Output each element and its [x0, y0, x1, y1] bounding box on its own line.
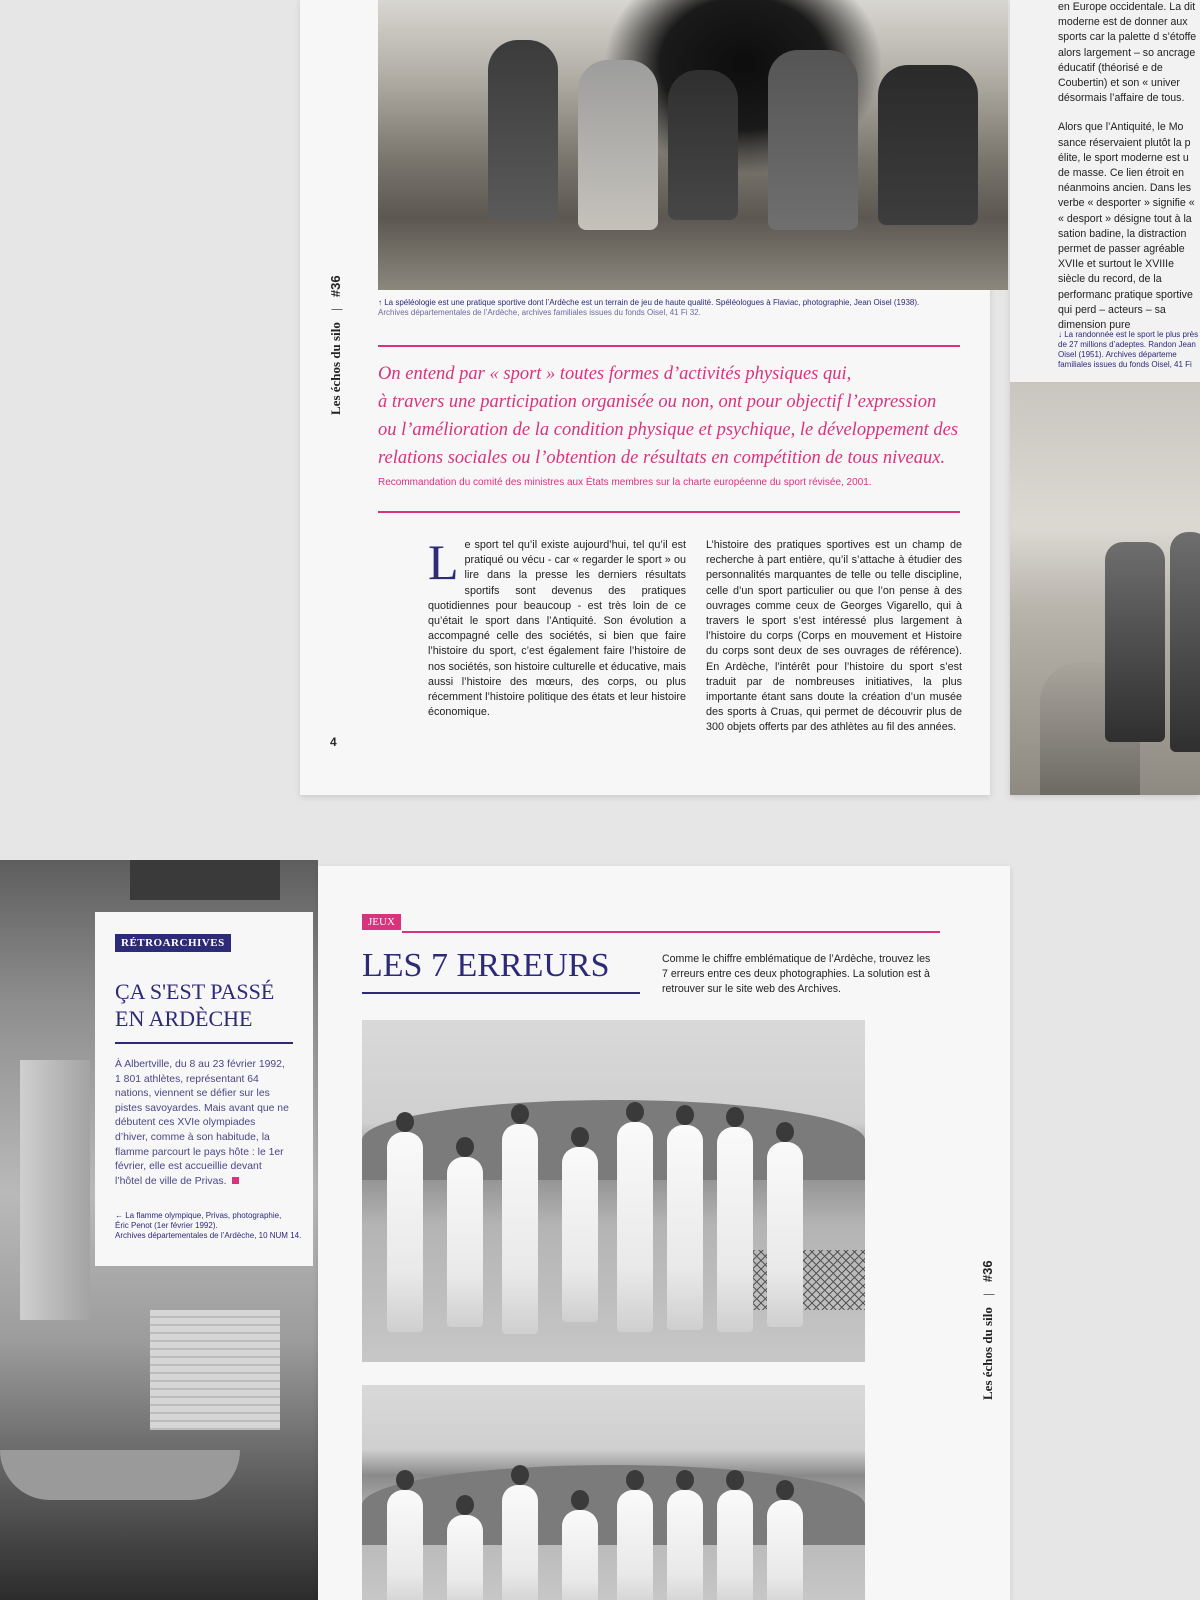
retro-body-text: À Albertville, du 8 au 23 février 1992, 1 801 athlètes, représentant 64 nations, viennent se défier sur les pistes savoyardes. Mais avant que ne débutent ces XVIe olympiades d’hiver, comme à son habitude, la flamme parcourt le pays hôte : le 1er février, elle est accueillie devant l’hôtel de ville de Privas.: [115, 1059, 289, 1187]
player-6: [667, 1125, 703, 1330]
caving-photo: [378, 0, 1008, 290]
right-col-top: en Europe occidentale. La dit moderne est de donner aux sports car la palette d s’étoffe alors largement – so ancrage éducatif (théorisé e de Coubertin) et son « univer désormais l’affaire de tous.: [1058, 1, 1197, 105]
caving-caption: [378, 298, 978, 318]
quote-rule-top: [378, 345, 960, 347]
jeux-intro: Comme le chiffre emblématique de l’Ardèche, trouvez les 7 erreurs entre ces deux photographies. La solution est à retrouver sur le site web des Archives.: [662, 953, 931, 995]
pull-quote: [378, 360, 978, 472]
retro-title: [115, 978, 274, 1032]
issue-number: #36: [328, 275, 343, 298]
body-column-2: [706, 538, 962, 736]
tennis-net: [742, 1250, 865, 1310]
body-column-1-text: e sport tel qu’il existe aujourd’hui, tel qu’il est pratiqué ou vécu - car « regarder le sport » ou lire dans la presse les derniers résultats sportifs sont devenus des pratiques quotidiennes pour beaucoup - est très loin de ce qu’était le sport dans l’Antiquité. Son évolution a accompagné celle des sociétés, si bien que faire l’histoire du sport, c’est également faire l’histoire de nos sociétés, son histoire culturelle et éducative, mais aussi l’histoire des mœurs, des corps, ou plus récemment l’histoire politique des états et leur histoire économique.: [428, 539, 686, 719]
player-5: [617, 1122, 653, 1332]
jeux-title: LES 7 ERREURS: [362, 947, 610, 984]
running-head-title: Les échos du silo: [328, 322, 343, 415]
retro-title-line-2: EN ARDÈCHE: [115, 1006, 253, 1031]
page-number: 4: [330, 735, 337, 749]
quote-source: Recommandation du comité des ministres aux États membres sur la charte européenne du sport révisée, 2001.: [378, 477, 872, 488]
drop-cap: L: [428, 534, 459, 590]
jeux-tag: [362, 914, 401, 930]
caver-4: [768, 50, 858, 230]
retro-title-line-1: ÇA S'EST PASSÉ: [115, 979, 275, 1004]
hiking-photo: [1010, 382, 1200, 795]
caver-3: [668, 70, 738, 220]
quote-line-4: relations sociales ou l’obtention de résultats en compétition de tous niveaux.: [378, 448, 946, 468]
player-8: [767, 1142, 803, 1327]
jeux-tag-label: JEUX: [368, 916, 395, 928]
retro-caption-line-2: Éric Penot (1er février 1992).: [115, 1221, 218, 1230]
retro-caption: [115, 1211, 305, 1241]
player-2-2: [447, 1515, 483, 1600]
caving-caption-text: ↑ La spéléologie est une pratique sportive dont l’Ardèche est un terrain de jeu de haute qualité. Spéléologues à Flaviac, photographie, Jean Oisel (1938).: [378, 298, 920, 307]
right-col-mid: Alors que l’Antiquité, le Mo sance réservaient plutôt la p élite, le sport moderne est u de masse. Ce lien étroit en néanmoins ancien. Dans les verbe « desporter » signifie « « desport » désigne tout à la sation badine, la distraction permet de passer agréable XVIIe et surtout le XVIIIe siècle du record, de la performanc pratique sportive qui perd – acteurs – sa dimension pure: [1058, 121, 1195, 332]
running-head-top: [328, 275, 344, 415]
retro-tag: [115, 934, 231, 952]
caver-5: [878, 65, 978, 225]
player-2-6: [667, 1490, 703, 1600]
caver-2: [578, 60, 658, 230]
player-2-4: [562, 1510, 598, 1600]
player-2-7: [717, 1490, 753, 1600]
tennis-photo-2: [362, 1385, 865, 1600]
building-window-top: [130, 860, 280, 900]
running-head-divider-2: |: [980, 1293, 995, 1296]
quote-line-3: ou l’amélioration de la condition physique et psychique, le développement des: [378, 420, 959, 440]
building-column: [20, 1060, 90, 1320]
quote-line-2: à travers une participation organisée ou non, ont pour objectif l’expression: [378, 392, 937, 412]
tennis-photo-1: [362, 1020, 865, 1362]
building-shutter: [150, 1310, 280, 1430]
player-2-1: [387, 1490, 423, 1600]
hiker-1: [1105, 542, 1165, 742]
running-head-title-2: Les échos du silo: [980, 1307, 995, 1400]
player-1: [387, 1132, 423, 1332]
retro-title-rule: [115, 1042, 293, 1044]
player-7: [717, 1127, 753, 1332]
player-2-3: [502, 1485, 538, 1600]
quote-line-1: On entend par « sport » toutes formes d’activités physiques qui,: [378, 364, 852, 384]
player-2-8: [767, 1500, 803, 1600]
hiker-2: [1170, 532, 1200, 752]
body-column-1: [428, 534, 686, 720]
running-head-bottom: [980, 1260, 996, 1400]
running-head-divider: |: [328, 308, 343, 311]
retro-caption-line-3: Archives départementales de l’Ardèche, 10 NUM 14.: [115, 1231, 302, 1240]
body-column-2-text: L’histoire des pratiques sportives est un champ de recherche à part entière, qu’il s’attache à étudier des personnalités marquantes de telle ou telle discipline, celle d’un sport particulier ou que l’on pense à des ouvrages comme ceux de Georges Vigarello, qui à travers le sport s’est intéressé plus largement à l’histoire du corps (Corps en mouvement et Histoire du corps sont deux de ses ouvrages de référence). En Ardèche, l’intérêt pour l’histoire du sport s’est traduit par de nombreuses initiatives, la plus importante étant sans doute la création d’un musée des sports à Cruas, qui permet de découvrir plus de 300 objets offerts par des athlètes au fil des années.: [706, 539, 962, 734]
jeux-tag-rule: [402, 931, 940, 933]
issue-number-2: #36: [980, 1260, 995, 1283]
jeux-title-rule: [362, 992, 640, 994]
end-mark-icon: [232, 1177, 239, 1184]
retro-tag-label: RÉTROARCHIVES: [121, 937, 225, 949]
player-3: [502, 1124, 538, 1334]
caver-1: [488, 40, 558, 220]
quote-rule-bottom: [378, 511, 960, 513]
right-page-column: [1058, 0, 1200, 340]
player-2-5: [617, 1490, 653, 1600]
hiking-caption: ↓ La randonnée est le sport le plus près de 27 millions d’adeptes. Randon Jean Oisel (1951). Archives départeme familiales issues du fonds Oisel, 41 Fi: [1058, 330, 1199, 369]
fountain-basin: [0, 1450, 240, 1500]
retro-caption-line-1: ← La flamme olympique, Privas, photographie,: [115, 1211, 282, 1220]
retro-body: [115, 1058, 290, 1189]
caving-caption-source: Archives départementales de l’Ardèche, archives familiales issues du fonds Oisel, 41 Fi 32.: [378, 308, 701, 317]
player-4: [562, 1147, 598, 1322]
player-2: [447, 1157, 483, 1327]
